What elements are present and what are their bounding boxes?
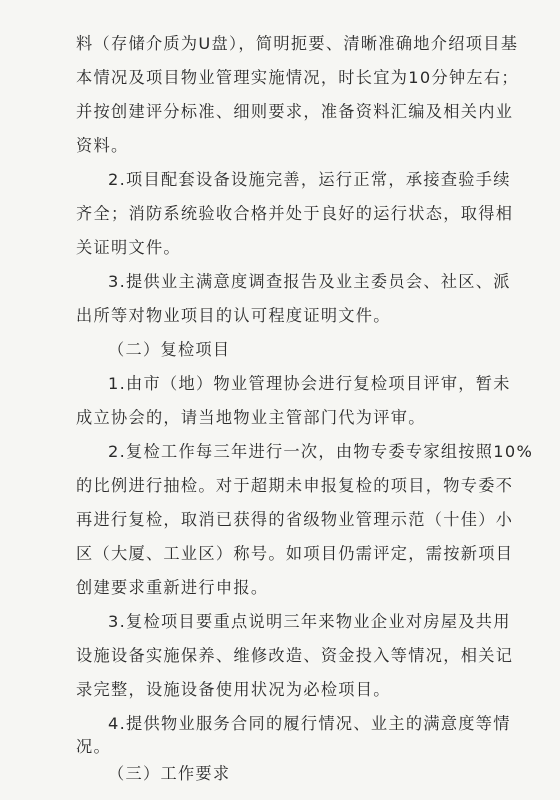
text-line: 况。 — [76, 737, 111, 756]
text-line: 再进行复检，取消已获得的省级物业管理示范（十佳）小 — [76, 510, 514, 529]
recheck-item-1: 1.由市（地）物业管理协会进行复检项目评审，暂未 — [108, 374, 511, 393]
paragraph-3: 3.提供业主满意度调查报告及业主委员会、社区、派 — [108, 272, 511, 291]
text-line: 并按创建评分标准、细则要求，准备资料汇编及相关内业 — [76, 102, 514, 121]
text-line: 的比例进行抽检。对于超期未申报复检的项目，物专委不 — [76, 476, 514, 495]
text-line: 区（大厦、工业区）称号。如项目仍需评定，需按新项目 — [76, 544, 514, 563]
text-line: 资料。 — [76, 136, 129, 155]
section-heading-requirements: （三）工作要求 — [108, 764, 231, 783]
recheck-item-2: 2.复检工作每三年进行一次，由物专委专家组按照10% — [108, 442, 534, 461]
paragraph-2: 2.项目配套设备设施完善，运行正常，承接查验手续 — [108, 170, 511, 189]
recheck-item-4: 4.提供物业服务合同的履行情况、业主的满意度等情 — [108, 714, 511, 733]
section-heading-recheck: （二）复检项目 — [108, 340, 231, 359]
text-line: 关证明文件。 — [76, 238, 181, 257]
text-line: 成立协会的，请当地物业主管部门代为评审。 — [76, 408, 426, 427]
text-line: 料（存储介质为U盘），简明扼要、清晰准确地介绍项目基 — [76, 34, 519, 53]
recheck-item-3: 3.复检项目要重点说明三年来物业企业对房屋及共用 — [108, 612, 511, 631]
text-line: 设施设备实施保养、维修改造、资金投入等情况，相关记 — [76, 646, 514, 665]
text-line: 创建要求重新进行申报。 — [76, 578, 269, 597]
text-line: 齐全；消防系统验收合格并处于良好的运行状态，取得相 — [76, 204, 514, 223]
text-line: 本情况及项目物业管理实施情况，时长宜为10分钟左右； — [76, 68, 519, 87]
text-line: 出所等对物业项目的认可程度证明文件。 — [76, 306, 391, 325]
text-line: 录完整，设施设备使用状况为必检项目。 — [76, 680, 391, 699]
